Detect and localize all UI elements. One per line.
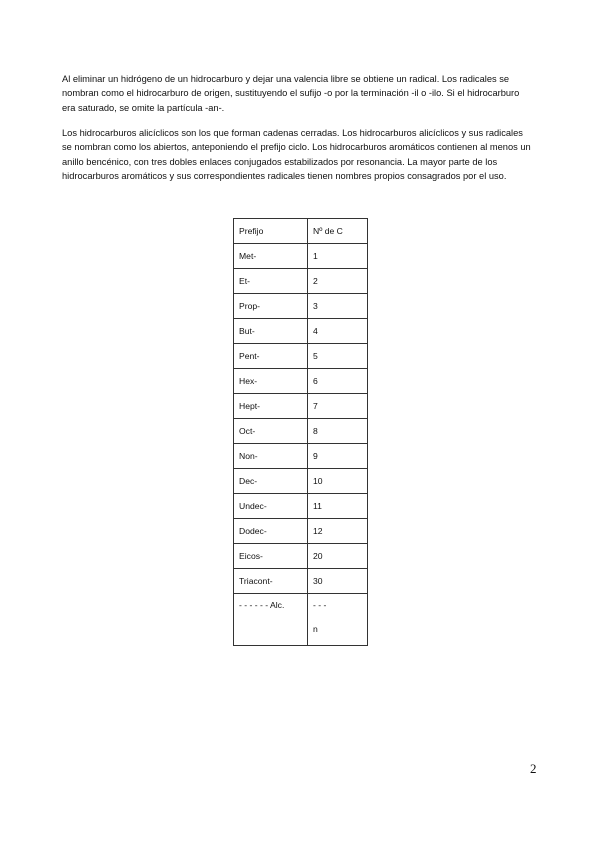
prefix-cell: Dec- (234, 469, 308, 494)
header-prefix: Prefijo (234, 219, 308, 244)
prefix-cell: Non- (234, 444, 308, 469)
table-row (234, 569, 368, 594)
prefix-cell: Pent- (234, 344, 308, 369)
carbon-count-dashes: - - - (313, 600, 327, 610)
carbon-count-cell: 11 (308, 494, 368, 519)
table-row (234, 369, 368, 394)
table-row (234, 419, 368, 444)
carbon-count-cell: 9 (308, 444, 368, 469)
carbon-count-cell: 5 (308, 344, 368, 369)
table-row (234, 269, 368, 294)
prefix-cell: Met- (234, 244, 308, 269)
prefix-cell: Undec- (234, 494, 308, 519)
table-row (234, 244, 368, 269)
table-row (234, 344, 368, 369)
carbon-count-cell: 20 (308, 544, 368, 569)
table-row (234, 544, 368, 569)
prefix-cell: Et- (234, 269, 308, 294)
paragraph-radicals: Al eliminar un hidrógeno de un hidrocarburo y dejar una valencia libre se obtiene un radical. Los radicales se nombran como el hidrocarburo de origen, sustituyendo el sufijo -o por la terminación -il o -ilo. Si el hidrocarburo era saturado, se omite la partícula -an-. (62, 74, 520, 113)
carbon-count-cell: 2 (308, 269, 368, 294)
table-row (234, 394, 368, 419)
carbon-count-cell: 30 (308, 569, 368, 594)
carbon-count-cell: 12 (308, 519, 368, 544)
prefix-cell: Hex- (234, 369, 308, 394)
prefix-table (233, 218, 368, 646)
carbon-count-cell: 8 (308, 419, 368, 444)
table-row (234, 494, 368, 519)
table-row (234, 319, 368, 344)
paragraph-alicyclic: Los hidrocarburos alicíclicos son los que forman cadenas cerradas. Los hidrocarburos alicíclicos y sus radicales se nombran como los abiertos, anteponiendo el prefijo ciclo. Los hidrocarburos aromáticos contienen al menos un anillo bencénico, con tres dobles enlaces conjugados estabilizados por resonancia. La mayor parte de los hidrocarburos aromáticos y sus correspondientes radicales tienen nombres propios consagrados por el uso. (62, 128, 531, 181)
prefix-cell: Prop- (234, 294, 308, 319)
table-row (234, 294, 368, 319)
table-row (234, 444, 368, 469)
carbon-count-n: n (313, 624, 318, 634)
page-number: 2 (530, 761, 537, 776)
carbon-count-cell: 4 (308, 319, 368, 344)
prefix-cell: But- (234, 319, 308, 344)
carbon-count-cell-generic (308, 594, 368, 646)
carbon-count-cell: 1 (308, 244, 368, 269)
prefix-cell: Hept- (234, 394, 308, 419)
table-row (234, 519, 368, 544)
table-row (234, 469, 368, 494)
prefix-cell: Triacont- (234, 569, 308, 594)
carbon-count-cell: 3 (308, 294, 368, 319)
carbon-count-cell: 7 (308, 394, 368, 419)
prefix-cell: Oct- (234, 419, 308, 444)
carbon-count-cell: 10 (308, 469, 368, 494)
carbon-count-cell: 6 (308, 369, 368, 394)
prefix-cell-generic: - - - - - - Alc. (234, 594, 308, 646)
prefix-cell: Dodec- (234, 519, 308, 544)
prefix-cell: Eicos- (234, 544, 308, 569)
table-row-generic (234, 594, 368, 646)
table-header-row (234, 219, 368, 244)
header-carbon-count: Nº de C (308, 219, 368, 244)
